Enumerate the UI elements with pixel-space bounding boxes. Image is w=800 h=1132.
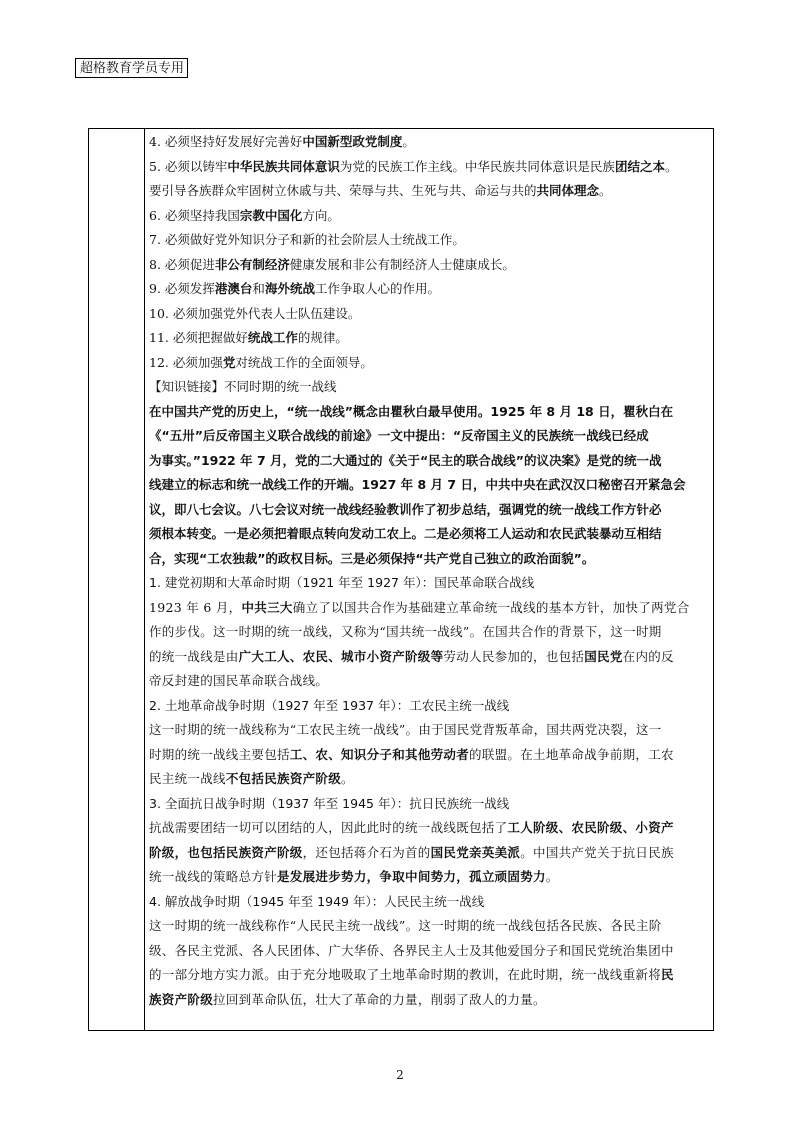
text-span: 时期的统一战线主要包括 xyxy=(149,746,290,762)
text-span: 。 xyxy=(545,869,559,884)
text-line xyxy=(149,375,709,400)
text-line xyxy=(149,547,709,572)
text-line xyxy=(149,669,709,694)
text-line xyxy=(149,645,709,670)
bold-text: 在中国共产党的历史上，“统一战线”概念由瞿秋白最早使用。1925 年 8 月 18 日，瞿秋白在 xyxy=(149,403,674,419)
text-span: 。中国共产党关于抗日民族 xyxy=(520,844,674,860)
text-span: 抗战需要团结一切可以团结的人，因此此时的统一战线既包括了 xyxy=(149,820,508,835)
bold-text: 工人阶级、农民阶级、小资产 xyxy=(507,820,674,835)
text-span: 健康发展和非公有制经济人士健康成长。 xyxy=(289,256,515,272)
text-span: 和 xyxy=(252,281,265,296)
text-line xyxy=(149,988,709,1013)
text-span: 作的步伐。这一时期的统一战线，又称为“国共统一战线”。在国共合作的背景下，这一时期 xyxy=(149,624,662,639)
bold-text: 不包括民族资产阶级 xyxy=(225,771,342,786)
bold-text: 阶级，也包括民族资产阶级 xyxy=(149,844,303,860)
text-span: 劳动人民参加的，也包括 xyxy=(443,648,585,664)
text-span: 民主统一战线 xyxy=(149,771,226,786)
text-line xyxy=(149,865,709,890)
text-span: 这一时期的统一战线称为“工农民主统一战线”。由于国民党背叛革命，国共两党决裂，这一 xyxy=(149,722,662,737)
bold-text: 共同体理念 xyxy=(536,183,600,198)
bold-text: 中国新型政党制度 xyxy=(302,134,403,149)
text-span: 9. 必须发挥 xyxy=(149,281,215,296)
text-span: 1. 建党初期和大革命时期（1921 年至 1927 年）：国民革命联合战线 xyxy=(149,575,535,590)
text-span: 工作争取人心的作用。 xyxy=(314,281,440,296)
text-line xyxy=(149,498,709,523)
text-line xyxy=(149,130,709,155)
bold-text: 民 xyxy=(661,967,674,982)
text-span: 【知识链接】不同时期的统一战线 xyxy=(149,379,337,394)
bold-text: 为事实。”1922 年 7 月，党的二大通过的《关于“民主的联合战线”的议决案》是党的统一战 xyxy=(149,452,662,468)
text-span: 4. 解放战争时期（1945 年至 1949 年）：人民民主统一战线 xyxy=(149,893,485,909)
bold-text: 议，即八七会议。八七会议对统一战线经验教训作了初步总结，强调党的统一战线工作方针必 xyxy=(149,501,662,517)
text-span: 方向。 xyxy=(302,207,340,223)
text-span: 5. 必须以铸牢 xyxy=(149,158,228,174)
text-line xyxy=(149,400,709,425)
text-line xyxy=(149,253,709,278)
text-span: 6. 必须坚持我国 xyxy=(149,207,240,223)
text-span: 。 xyxy=(402,134,415,149)
bold-text: 统战工作 xyxy=(247,330,298,345)
text-line xyxy=(149,473,709,498)
bold-text: 团结之本 xyxy=(614,158,665,174)
text-span: 这一时期的统一战线称作“人民民主统一战线”。这一时期的统一战线包括各民族、各民主阶 xyxy=(149,918,662,933)
bold-text: 工、农、知识分子和其他劳动者 xyxy=(289,746,470,762)
text-span: 的联盟。在土地革命战争前期，工农 xyxy=(469,746,674,762)
bold-text: 广大工人、农民、城市小资产阶级等 xyxy=(238,648,444,664)
text-line xyxy=(149,743,709,768)
bold-text: 港澳台 xyxy=(214,281,253,296)
text-line xyxy=(149,302,709,327)
bold-text: 国民党亲英美派 xyxy=(430,844,521,860)
page-number: 2 xyxy=(396,1068,404,1082)
text-span: 为党的民族工作主线。中华民族共同体意识是民族 xyxy=(339,158,615,174)
text-span: 11. 必须把握做好 xyxy=(149,330,248,345)
text-line xyxy=(149,963,709,988)
bold-text: 是发展进步势力，争取中间势力，孤立顽固势力 xyxy=(277,869,546,884)
text-line xyxy=(149,718,709,743)
text-line xyxy=(149,228,709,253)
text-line xyxy=(149,596,709,621)
text-line xyxy=(149,841,709,866)
text-line xyxy=(149,179,709,204)
text-span: 10. 必须加强党外代表人士队伍建设。 xyxy=(149,305,361,321)
text-span: 3. 全面抗日战争时期（1937 年至 1945 年）：抗日民族统一战线 xyxy=(149,795,510,811)
bold-text: 中华民族共同体意识 xyxy=(227,158,340,174)
text-span: 拉回到革命队伍，壮大了革命的力量，削弱了敌人的力量。 xyxy=(213,991,546,1007)
bold-text: 族资产阶级 xyxy=(149,991,214,1007)
text-line xyxy=(149,939,709,964)
text-line xyxy=(149,277,709,302)
text-span: 7. 必须做好党外知识分子和新的社会阶层人士统战工作。 xyxy=(149,232,465,247)
text-span: 1923 年 6 月， xyxy=(149,599,242,615)
table-column-divider xyxy=(144,128,145,1031)
text-span: 12. 必须加强 xyxy=(149,354,223,370)
header-tag: 超格教育学员专用 xyxy=(75,58,188,78)
text-line xyxy=(149,914,709,939)
text-span: 对统战工作的全面领导。 xyxy=(235,354,373,370)
bold-text: 国民党 xyxy=(584,648,623,664)
bold-text: 线建立的标志和统一战线工作的开端。1927 年 8 月 7 日，中共中央在武汉汉口秘密召开紧急会 xyxy=(149,477,686,492)
text-span: 帝反封建的国民革命联合战线。 xyxy=(149,673,329,688)
text-span: 的一部分地方实力派。由于充分地吸取了土地革命时期的教训，在此时期，统一战线重新将 xyxy=(149,967,662,982)
text-line xyxy=(149,767,709,792)
text-line xyxy=(149,620,709,645)
bold-text: 中共三大 xyxy=(241,599,293,615)
bold-text: 须根本转变。一是必须把着眼点转向发动工农上。二是必须将工人运动和农民武装暴动互相结 xyxy=(149,526,662,541)
text-span: 。 xyxy=(664,158,678,174)
text-span: 要引导各族群众牢固树立休戚与共、荣辱与共、生死与共、命运与共的 xyxy=(149,183,537,198)
text-span: 在内的反 xyxy=(622,648,674,664)
text-line xyxy=(149,571,709,596)
text-span: 8. 必须促进 xyxy=(149,256,215,272)
bold-text: 非公有制经济 xyxy=(214,256,290,272)
text-line xyxy=(149,890,709,915)
text-span: 2. 土地革命战争时期（1927 年至 1937 年）：工农民主统一战线 xyxy=(149,697,510,713)
text-span: 4. 必须坚持好发展好完善好 xyxy=(149,134,303,149)
text-line xyxy=(149,694,709,719)
text-line xyxy=(149,155,709,180)
text-span: 确立了以国共合作为基础建立革命统一战线的基本方针，加快了两党合 xyxy=(292,599,690,615)
text-line xyxy=(149,204,709,229)
text-span: 统一战线的策略总方针 xyxy=(149,869,278,884)
text-span: 级、各民主党派、各人民团体、广大华侨、各界民主人士及其他爱国分子和国民党统治集团中 xyxy=(149,942,674,958)
text-line xyxy=(149,424,709,449)
text-span: 的规律。 xyxy=(297,330,348,345)
text-line xyxy=(149,351,709,376)
text-line xyxy=(149,792,709,817)
text-span: 。 xyxy=(599,183,612,198)
bold-text: 合，实现“工农独裁”的政权目标。三是必须保持“共产党自己独立的政治面貌”。 xyxy=(149,550,595,566)
text-line xyxy=(149,522,709,547)
bold-text: 党 xyxy=(222,354,236,370)
text-span: 。 xyxy=(341,771,354,786)
bold-text: 海外统战 xyxy=(264,281,315,296)
content-cell xyxy=(149,130,709,1012)
text-line xyxy=(149,326,709,351)
text-line xyxy=(149,449,709,474)
text-span: 的统一战线是由 xyxy=(149,648,239,664)
text-span: ，还包括蒋介石为首的 xyxy=(302,844,431,860)
text-line xyxy=(149,816,709,841)
bold-text: 《“五卅”后反帝国主义联合战线的前途》一文中提出：“反帝国主义的民族统一战线已经成 xyxy=(149,428,649,443)
bold-text: 宗教中国化 xyxy=(239,207,303,223)
